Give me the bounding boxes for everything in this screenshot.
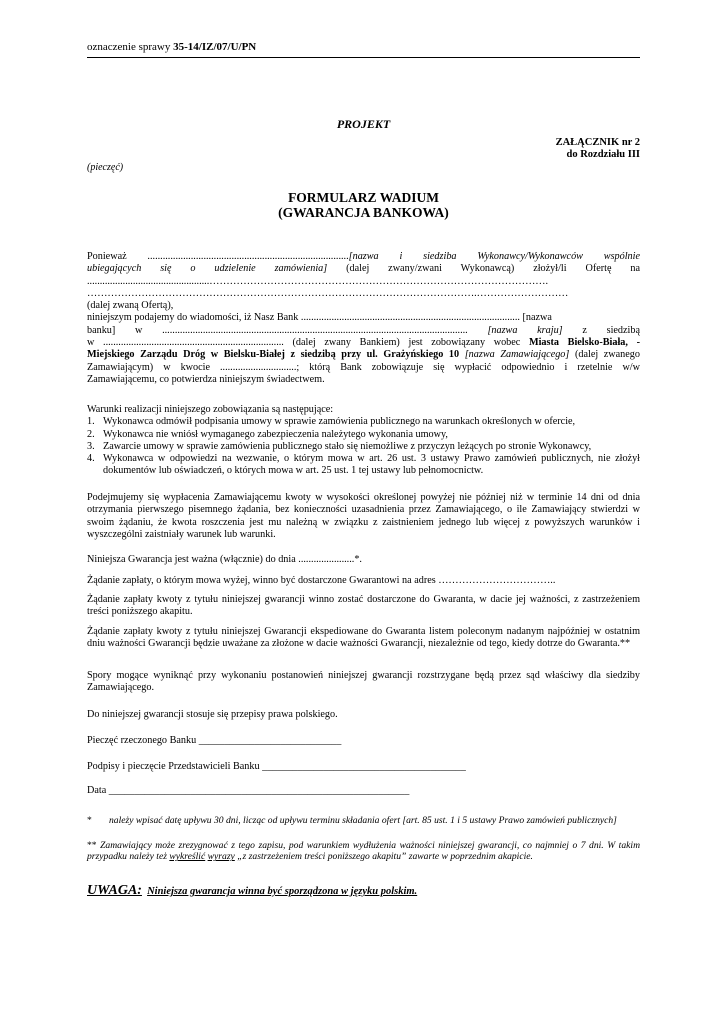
address-paragraph: Żądanie zapłaty, o którym mowa wyżej, winno być dostarczone Gwarantowi na adres ……………………………..	[87, 575, 556, 586]
list-item	[87, 441, 640, 453]
footnote-text: Zamawiający może zrezygnować z tego zapisu, pod warunkiem wydłużenia ważności niniejszej gwarancji, co najmniej o 7 dni. W takim przypadku należy też	[87, 840, 640, 863]
footnote-row	[87, 815, 640, 826]
footnote-2	[87, 840, 640, 863]
warning-label: UWAGA:	[87, 883, 142, 898]
list-number: 1.	[87, 416, 95, 428]
case-prefix: oznaczenie sprawy	[87, 41, 174, 53]
conditions-heading: Warunki realizacji niniejszego zobowiązania są następujące:	[87, 404, 334, 415]
list-item	[87, 416, 640, 428]
projekt-label: PROJEKT	[336, 117, 391, 131]
intro-italic: [nazwa Zamawiającego]	[459, 349, 570, 361]
list-text: Wykonawca w odpowiedzi na wezwanie, o którym mowa w art. 26 ust. 3 ustawy Prawo zamówień publicznych, nie złożył dokumentów lub oświadczeń, o których mowa w art. 25 ust. 1 tej ustawy lub pełnomocnictw.	[103, 453, 640, 477]
title-line2: (GWARANCJA BANKOWA)	[278, 205, 449, 220]
payment-paragraph: Podejmujemy się wypłacenia Zamawiającemu kwoty w wysokości określonej powyżej nie później niż w terminie 14 dni od dnia otrzymania pierwszego pisemnego żądania, bez konieczności uzasadnienia przez Zamawiającego, o ile Zamawiający stwierdzi w swoim żądaniu, że kwota roszczenia jest mu należną w związku z zaistnieniem jednego lub więcej z powyższych warunków i wyszczególni zaistniały warunek lub warunki.	[87, 492, 640, 540]
intro-text: (dalej zwanego	[569, 349, 640, 361]
intro-bold: Miasta Bielsko-Biała, -	[528, 337, 640, 349]
intro-line	[87, 251, 640, 263]
intro-line: …………………………………………………………………………………………………….………………………	[87, 287, 569, 299]
list-item	[87, 429, 640, 441]
attachment-line2: do Rozdziału III	[566, 149, 640, 160]
warning-text: Niniejsza gwarancja winna być sporządzona w języku polskim.	[147, 886, 418, 897]
intro-line: ................................................……………………………………………………………………………………….	[87, 275, 548, 287]
list-text: Zawarcie umowy w sprawie zamówienia publicznego stało się niemożliwe z przyczyn leżących po stronie Wykonawcy,	[103, 440, 592, 452]
list-text: Wykonawca odmówił podpisania umowy w sprawie zamówienia publicznego na warunkach określonych w ofercie,	[103, 416, 576, 428]
disputes-paragraph: Spory mogące wyniknąć przy wykonaniu postanowień niniejszej gwarancji rozstrzygane będą przez sąd właściwy dla siedziby Zamawiającego.	[87, 670, 640, 694]
intro-text: w ....................................................................... (dalej zwany Bankiem) jest zobowiązany wobec	[87, 337, 529, 349]
attachment-line1: ZAŁĄCZNIK nr 2	[555, 137, 640, 148]
intro-text: Ponieważ ...............................................................................	[87, 251, 349, 262]
list-number: 3.	[87, 440, 95, 452]
footnote-underlined: wyrazy	[207, 851, 235, 863]
footnote-1	[87, 815, 640, 826]
intro-line	[87, 337, 640, 349]
intro-line	[87, 349, 640, 361]
intro-line: Zamawiającemu, co potwierdza niniejszym świadectwem.	[87, 373, 325, 385]
intro-line: (dalej zwaną Ofertą),	[87, 300, 174, 312]
intro-italic: [nazwa i siedziba Wykonawcy/Wykonawców wspólnie	[348, 251, 640, 262]
law-paragraph: Do niniejszej gwarancji stosuje się przepisy prawa polskiego.	[87, 709, 338, 720]
intro-paragraph	[87, 251, 640, 386]
footnote-mark: *	[87, 815, 92, 826]
case-number: 35-14/IZ/07/U/PN	[173, 41, 257, 53]
post-paragraph: Żądanie zapłaty kwoty z tytułu niniejszej Gwarancji ekspediowane do Gwaranta listem poleconym nadanym najpóźniej w ostatnim dniu ważności Gwarancji będzie uważane za złożone w dacie ważności Gwarancji, niezależnie od tego, kiedy dotrze do Gwaranta.**	[87, 626, 640, 650]
intro-line: Zamawiającym) w kwocie ..............................; którą Bank zobowiązuje się wypłacić odpowiednio i rzetelnie w/w	[87, 361, 640, 373]
intro-text: banku] w ........................................................................................................................	[87, 324, 488, 336]
intro-text: z siedzibą	[562, 324, 640, 336]
list-text: Wykonawca nie wniósł wymaganego zabezpieczenia należytego wykonania umowy,	[103, 428, 448, 440]
attachment-label	[556, 137, 640, 161]
footnote-mark: **	[87, 840, 97, 851]
stamp-label: (pieczęć)	[87, 162, 124, 173]
deliver-paragraph: Żądanie zapłaty kwoty z tytułu niniejszej gwarancji winno zostać dostarczone do Gwaranta, w dacie jej ważności, z zastrzeżeniem treści poniższego akapitu.	[87, 594, 640, 618]
intro-line	[87, 263, 640, 275]
case-header	[87, 41, 640, 58]
date-line: Data ___________________________________________________________	[87, 785, 410, 796]
title-line1: FORMULARZ WADIUM	[288, 190, 439, 205]
warning-note	[87, 885, 417, 898]
form-title	[87, 190, 640, 220]
intro-italic: [nazwa kraju]	[487, 324, 563, 336]
conditions-section	[87, 404, 640, 478]
footnote-underlined: wykreślić	[169, 851, 206, 863]
validity-paragraph: Niniejsza Gwarancja jest ważna (włącznie) do dnia ......................*.	[87, 554, 362, 565]
intro-bold: Miejskiego Zarządu Dróg w Bielsku-Białej z siedzibą przy ul. Grażyńskiego 10	[87, 349, 460, 361]
intro-line	[87, 325, 640, 337]
intro-line: niniejszym podajemy do wiadomości, iż Nasz Bank ...................................................................................... [nazwa	[87, 312, 552, 324]
list-item	[87, 453, 640, 478]
representatives-signature: Podpisy i pieczęcie Przedstawicieli Banku ________________________________________	[87, 761, 466, 772]
intro-text: (dalej zwany/zwani Wykonawcą) złożył/li Ofertę na	[327, 263, 640, 275]
list-number: 4.	[87, 453, 95, 465]
footnote-text: „z zastrzeżeniem treści poniższego akapitu” zawarte w poprzednim akapicie.	[234, 851, 533, 863]
bank-stamp-signature: Pieczęć rzeczonego Banku ____________________________	[87, 735, 342, 746]
footnote-text: należy wpisać datę upływu 30 dni, licząc od upływu terminu składania ofert [art. 85 ust. 1 i 5 ustawy Prawo zamówień publicznych]	[109, 815, 617, 826]
intro-italic: ubiegających się o udzielenie zamówienia]	[87, 263, 328, 275]
list-number: 2.	[87, 428, 95, 440]
